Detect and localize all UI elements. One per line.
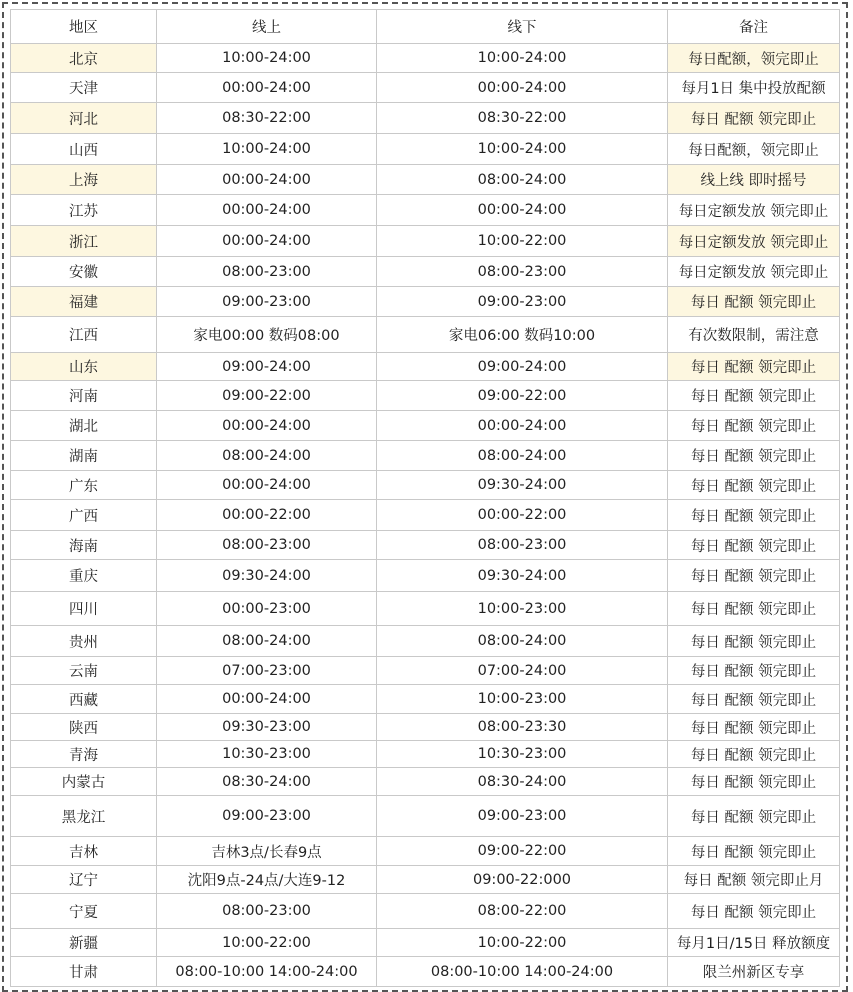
online-cell: 08:30-24:00 (157, 768, 377, 796)
note-cell: 每日 配额 领完即止 (668, 471, 840, 500)
header-offline: 线下 (377, 10, 668, 44)
note-cell: 每日 配额 领完即止 (668, 381, 840, 411)
offline-cell: 00:00-24:00 (377, 411, 668, 441)
note-cell: 每日 配额 领完即止 (668, 894, 840, 929)
region-cell: 广西 (11, 500, 157, 531)
note-cell: 每日 配额 领完即止 (668, 287, 840, 317)
region-cell: 陕西 (11, 714, 157, 741)
note-cell: 有次数限制，需注意 (668, 317, 840, 353)
offline-cell: 08:00-22:00 (377, 894, 668, 929)
note-cell: 每日定额发放 领完即止 (668, 257, 840, 287)
table-row (11, 560, 840, 592)
online-cell: 10:00-24:00 (157, 134, 377, 165)
online-cell: 00:00-24:00 (157, 226, 377, 257)
note-cell: 每日 配额 领完即止 (668, 353, 840, 381)
offline-cell: 00:00-24:00 (377, 195, 668, 226)
online-cell: 10:00-22:00 (157, 929, 377, 957)
note-cell: 每日 配额 领完即止 (668, 796, 840, 837)
region-cell: 湖南 (11, 441, 157, 471)
table-row (11, 714, 840, 741)
table-row (11, 287, 840, 317)
online-cell: 家电00:00 数码08:00 (157, 317, 377, 353)
table-row (11, 165, 840, 195)
note-cell: 限兰州新区专享 (668, 957, 840, 987)
table-header-row (11, 10, 840, 44)
region-cell: 贵州 (11, 626, 157, 657)
online-cell: 09:30-24:00 (157, 560, 377, 592)
region-cell: 内蒙古 (11, 768, 157, 796)
offline-cell: 09:00-22:00 (377, 837, 668, 866)
offline-cell: 09:00-22:000 (377, 866, 668, 894)
region-cell: 浙江 (11, 226, 157, 257)
offline-cell: 08:00-10:00 14:00-24:00 (377, 957, 668, 987)
note-cell: 每月1日/15日 释放额度 (668, 929, 840, 957)
note-cell: 每月1日 集中投放配额 (668, 73, 840, 103)
table-row (11, 226, 840, 257)
region-schedule-table (10, 9, 840, 987)
region-cell: 甘肃 (11, 957, 157, 987)
region-cell: 上海 (11, 165, 157, 195)
note-cell: 每日 配额 领完即止 (668, 714, 840, 741)
online-cell: 08:30-22:00 (157, 103, 377, 134)
region-cell: 青海 (11, 741, 157, 768)
region-cell: 山西 (11, 134, 157, 165)
offline-cell: 10:00-23:00 (377, 685, 668, 714)
offline-cell: 08:00-23:00 (377, 257, 668, 287)
note-cell: 每日 配额 领完即止 (668, 741, 840, 768)
offline-cell: 09:00-22:00 (377, 381, 668, 411)
table-row (11, 768, 840, 796)
online-cell: 00:00-24:00 (157, 411, 377, 441)
online-cell: 08:00-24:00 (157, 626, 377, 657)
table-row (11, 866, 840, 894)
note-cell: 每日 配额 领完即止 (668, 592, 840, 626)
table-row (11, 103, 840, 134)
offline-cell: 09:00-23:00 (377, 287, 668, 317)
offline-cell: 10:00-24:00 (377, 44, 668, 73)
table-row (11, 44, 840, 73)
table-row (11, 257, 840, 287)
note-cell: 每日 配额 领完即止 (668, 837, 840, 866)
offline-cell: 08:00-24:00 (377, 441, 668, 471)
online-cell: 08:00-23:00 (157, 531, 377, 560)
table-row (11, 957, 840, 987)
table-row (11, 657, 840, 685)
region-cell: 广东 (11, 471, 157, 500)
header-online: 线上 (157, 10, 377, 44)
offline-cell: 家电06:00 数码10:00 (377, 317, 668, 353)
offline-cell: 00:00-22:00 (377, 500, 668, 531)
offline-cell: 10:00-22:00 (377, 929, 668, 957)
table-row (11, 741, 840, 768)
online-cell: 00:00-24:00 (157, 73, 377, 103)
note-cell: 每日配额，领完即止 (668, 134, 840, 165)
online-cell: 08:00-23:00 (157, 257, 377, 287)
note-cell: 线上线 即时摇号 (668, 165, 840, 195)
online-cell: 10:30-23:00 (157, 741, 377, 768)
note-cell: 每日 配额 领完即止 (668, 657, 840, 685)
offline-cell: 09:00-23:00 (377, 796, 668, 837)
table-row (11, 837, 840, 866)
online-cell: 00:00-24:00 (157, 165, 377, 195)
region-cell: 江苏 (11, 195, 157, 226)
region-cell: 海南 (11, 531, 157, 560)
table-row (11, 500, 840, 531)
offline-cell: 08:00-24:00 (377, 165, 668, 195)
table-row (11, 685, 840, 714)
offline-cell: 09:30-24:00 (377, 471, 668, 500)
online-cell: 10:00-24:00 (157, 44, 377, 73)
offline-cell: 10:00-23:00 (377, 592, 668, 626)
online-cell: 09:00-22:00 (157, 381, 377, 411)
table-row (11, 353, 840, 381)
region-cell: 吉林 (11, 837, 157, 866)
online-cell: 00:00-22:00 (157, 500, 377, 531)
header-region: 地区 (11, 10, 157, 44)
table-row (11, 441, 840, 471)
table-row (11, 592, 840, 626)
region-cell: 西藏 (11, 685, 157, 714)
table-body (11, 44, 840, 987)
region-cell: 山东 (11, 353, 157, 381)
note-cell: 每日 配额 领完即止 (668, 500, 840, 531)
region-cell: 新疆 (11, 929, 157, 957)
note-cell: 每日 配额 领完即止 (668, 441, 840, 471)
region-cell: 重庆 (11, 560, 157, 592)
table-row (11, 796, 840, 837)
region-cell: 辽宁 (11, 866, 157, 894)
online-cell: 08:00-23:00 (157, 894, 377, 929)
offline-cell: 08:00-23:30 (377, 714, 668, 741)
online-cell: 00:00-23:00 (157, 592, 377, 626)
online-cell: 沈阳9点-24点/大连9-12 (157, 866, 377, 894)
region-cell: 湖北 (11, 411, 157, 441)
region-cell: 河北 (11, 103, 157, 134)
table-row (11, 411, 840, 441)
table-row (11, 626, 840, 657)
table-row (11, 531, 840, 560)
offline-cell: 09:30-24:00 (377, 560, 668, 592)
region-cell: 天津 (11, 73, 157, 103)
header-note: 备注 (668, 10, 840, 44)
online-cell: 09:00-23:00 (157, 796, 377, 837)
offline-cell: 10:00-22:00 (377, 226, 668, 257)
offline-cell: 08:00-24:00 (377, 626, 668, 657)
online-cell: 08:00-24:00 (157, 441, 377, 471)
online-cell: 00:00-24:00 (157, 471, 377, 500)
table-row (11, 134, 840, 165)
region-cell: 宁夏 (11, 894, 157, 929)
region-cell: 安徽 (11, 257, 157, 287)
note-cell: 每日 配额 领完即止 (668, 685, 840, 714)
online-cell: 00:00-24:00 (157, 685, 377, 714)
note-cell: 每日定额发放 领完即止 (668, 195, 840, 226)
region-cell: 云南 (11, 657, 157, 685)
region-cell: 江西 (11, 317, 157, 353)
note-cell: 每日 配额 领完即止 (668, 411, 840, 441)
table-row (11, 929, 840, 957)
online-cell: 吉林3点/长春9点 (157, 837, 377, 866)
offline-cell: 08:00-23:00 (377, 531, 668, 560)
note-cell: 每日定额发放 领完即止 (668, 226, 840, 257)
offline-cell: 08:30-24:00 (377, 768, 668, 796)
table-row (11, 894, 840, 929)
region-cell: 北京 (11, 44, 157, 73)
online-cell: 09:30-23:00 (157, 714, 377, 741)
region-cell: 四川 (11, 592, 157, 626)
offline-cell: 07:00-24:00 (377, 657, 668, 685)
online-cell: 09:00-24:00 (157, 353, 377, 381)
offline-cell: 10:00-24:00 (377, 134, 668, 165)
note-cell: 每日 配额 领完即止 (668, 768, 840, 796)
offline-cell: 09:00-24:00 (377, 353, 668, 381)
region-cell: 黑龙江 (11, 796, 157, 837)
note-cell: 每日配额，领完即止 (668, 44, 840, 73)
offline-cell: 08:30-22:00 (377, 103, 668, 134)
table-row (11, 195, 840, 226)
table-row (11, 381, 840, 411)
table-row (11, 471, 840, 500)
note-cell: 每日 配额 领完即止 (668, 531, 840, 560)
note-cell: 每日 配额 领完即止 (668, 560, 840, 592)
region-cell: 福建 (11, 287, 157, 317)
online-cell: 09:00-23:00 (157, 287, 377, 317)
note-cell: 每日 配额 领完即止 (668, 103, 840, 134)
table-row (11, 73, 840, 103)
region-cell: 河南 (11, 381, 157, 411)
online-cell: 07:00-23:00 (157, 657, 377, 685)
online-cell: 00:00-24:00 (157, 195, 377, 226)
note-cell: 每日 配额 领完即止月 (668, 866, 840, 894)
offline-cell: 10:30-23:00 (377, 741, 668, 768)
note-cell: 每日 配额 领完即止 (668, 626, 840, 657)
table-row (11, 317, 840, 353)
online-cell: 08:00-10:00 14:00-24:00 (157, 957, 377, 987)
offline-cell: 00:00-24:00 (377, 73, 668, 103)
